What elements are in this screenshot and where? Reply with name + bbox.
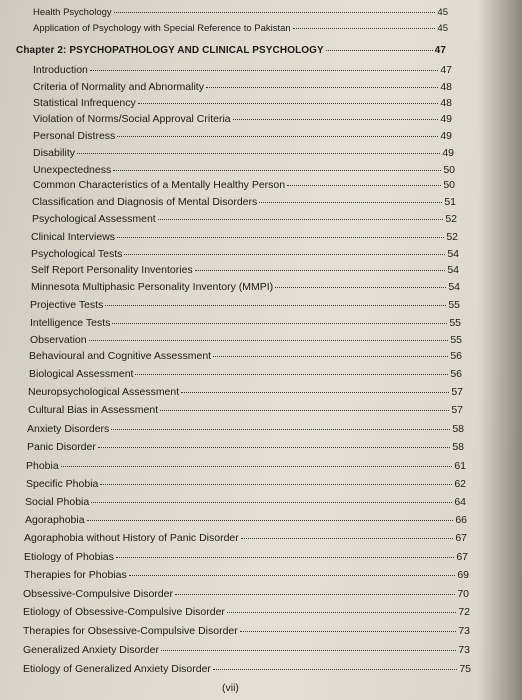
toc-entry — [26, 460, 466, 472]
toc-entry-page: 73 — [458, 625, 470, 637]
dot-leader — [240, 631, 457, 632]
toc-entry-title: Self Report Personality Inventories — [31, 264, 193, 276]
dot-leader — [124, 254, 445, 255]
toc-entry-title: Unexpectedness — [33, 164, 112, 176]
toc-entry-title: Chapter 2: PSYCHOPATHOLOGY AND CLINICAL PSYCHOLOGY — [16, 45, 324, 56]
toc-entry — [29, 368, 462, 380]
dot-leader — [293, 28, 436, 29]
toc-entry-page: 64 — [454, 496, 466, 508]
toc-entry-title: Social Phobia — [25, 496, 90, 508]
toc-entry-title: Violation of Norms/Social Approval Criteria — [33, 113, 231, 125]
toc-entry-page: 52 — [445, 213, 457, 225]
dot-leader — [90, 70, 438, 71]
dot-leader — [206, 87, 438, 88]
toc-entry-page: 73 — [458, 644, 470, 656]
toc-entry-title: Therapies for Phobias — [24, 569, 127, 581]
toc-entry — [30, 317, 461, 329]
page-edge-shadow — [478, 0, 522, 700]
toc-entry — [32, 213, 457, 225]
toc-entry-page: 51 — [444, 196, 456, 208]
dot-leader — [89, 340, 449, 341]
toc-entry-page: 61 — [454, 460, 466, 472]
toc-entry-page: 56 — [450, 350, 462, 362]
toc-entry-title: Health Psychology — [33, 7, 112, 18]
toc-chapter-heading — [16, 45, 446, 56]
toc-entry — [28, 404, 463, 416]
toc-entry — [25, 496, 466, 508]
toc-entry — [30, 334, 462, 346]
toc-entry-title: Neuropsychological Assessment — [28, 386, 180, 398]
dot-leader — [116, 557, 454, 558]
toc-entry-page: 49 — [440, 130, 452, 142]
toc-entry-page: 55 — [448, 299, 460, 311]
dot-leader — [111, 429, 450, 430]
toc-entry-title: Cultural Bias in Assessment — [28, 404, 159, 416]
toc-entry-title: Specific Phobia — [26, 478, 99, 490]
toc-entry — [30, 299, 460, 311]
toc-entry-page: 45 — [437, 23, 448, 34]
dot-leader — [138, 103, 439, 104]
dot-leader — [129, 575, 456, 576]
toc-entry-title: Phobia — [26, 460, 59, 472]
toc-entry-title: Psychological Assessment — [32, 213, 156, 225]
toc-entry-page: 72 — [458, 606, 470, 618]
toc-entry — [27, 441, 464, 453]
dot-leader — [112, 323, 447, 324]
toc-entry-title: Panic Disorder — [27, 441, 96, 453]
toc-entry — [23, 625, 470, 637]
dot-leader — [158, 219, 444, 220]
toc-entry-page: 55 — [449, 317, 461, 329]
dot-leader — [213, 669, 457, 670]
toc-entry — [33, 97, 452, 109]
dot-leader — [91, 502, 452, 503]
dot-leader — [161, 650, 456, 651]
dot-leader — [117, 136, 438, 137]
dot-leader — [160, 410, 449, 411]
toc-entry — [31, 231, 458, 243]
toc-entry-page: 49 — [442, 147, 454, 159]
dot-leader — [113, 170, 441, 171]
toc-entry-page: 48 — [440, 81, 452, 93]
dot-leader — [241, 538, 454, 539]
toc-entry — [33, 23, 448, 34]
page-number-footer: (vii) — [222, 682, 239, 694]
toc-entry-title: Criteria of Normality and Abnormality — [33, 81, 204, 93]
toc-entry — [31, 281, 460, 293]
dot-leader — [287, 185, 441, 186]
toc-entry-page: 67 — [456, 551, 468, 563]
dot-leader — [326, 50, 433, 51]
dot-leader — [105, 305, 446, 306]
toc-entry-page: 57 — [451, 404, 463, 416]
toc-entry — [33, 113, 452, 125]
toc-entry — [31, 264, 459, 276]
toc-entry-page: 50 — [443, 164, 455, 176]
toc-entry — [31, 248, 459, 260]
dot-leader — [213, 356, 448, 357]
toc-entry-title: Projective Tests — [30, 299, 104, 311]
toc-entry-page: 52 — [446, 231, 458, 243]
toc-entry-title: Anxiety Disorders — [27, 423, 110, 435]
dot-leader — [77, 153, 440, 154]
dot-leader — [195, 270, 446, 271]
toc-entry — [28, 386, 463, 398]
toc-entry — [26, 478, 466, 490]
dot-leader — [233, 119, 439, 120]
dot-leader — [259, 202, 442, 203]
dot-leader — [227, 612, 456, 613]
toc-entry-title: Clinical Interviews — [31, 231, 116, 243]
toc-entry-title: Biological Assessment — [29, 368, 134, 380]
toc-entry-title: Etiology of Phobias — [24, 551, 114, 563]
toc-entry — [23, 663, 471, 675]
toc-entry-title: Statistical Infrequency — [33, 97, 136, 109]
toc-entry-page: 55 — [450, 334, 462, 346]
dot-leader — [275, 287, 446, 288]
toc-entry-title: Introduction — [33, 64, 88, 76]
toc-entry — [33, 7, 448, 18]
toc-entry-title: Common Characteristics of a Mentally Healthy Person — [33, 179, 286, 191]
toc-entry-page: 67 — [455, 532, 467, 544]
toc-entry — [29, 350, 462, 362]
toc-entry-page: 54 — [448, 281, 460, 293]
toc-entry — [32, 196, 456, 208]
toc-entry-title: Etiology of Generalized Anxiety Disorder — [23, 663, 211, 675]
toc-entry-page: 56 — [450, 368, 462, 380]
toc-entry-title: Personal Distress — [33, 130, 116, 142]
toc-entry-page: 48 — [440, 97, 452, 109]
toc-entry-title: Obsessive-Compulsive Disorder — [23, 588, 173, 600]
toc-entry-title: Classification and Diagnosis of Mental Disorders — [32, 196, 258, 208]
toc-entry-title: Intelligence Tests — [30, 317, 111, 329]
toc-entry-page: 75 — [459, 663, 471, 675]
toc-entry-page: 62 — [454, 478, 466, 490]
toc-entry-title: Psychological Tests — [31, 248, 123, 260]
toc-entry — [24, 532, 467, 544]
toc-entry — [33, 64, 452, 76]
toc-entry — [27, 423, 464, 435]
toc-entry-title: Generalized Anxiety Disorder — [23, 644, 159, 656]
toc-entry — [23, 588, 469, 600]
dot-leader — [61, 466, 453, 467]
toc-entry — [25, 514, 467, 526]
toc-entry-title: Minnesota Multiphasic Personality Inventory (MMPI) — [31, 281, 274, 293]
toc-entry-page: 70 — [457, 588, 469, 600]
toc-entry-title: Disability — [33, 147, 76, 159]
toc-entry-page: 50 — [443, 179, 455, 191]
toc-entry-page: 66 — [455, 514, 467, 526]
toc-entry — [23, 644, 470, 656]
toc-entry — [33, 147, 454, 159]
dot-leader — [117, 237, 444, 238]
toc-entry-title: Etiology of Obsessive-Compulsive Disorder — [23, 606, 225, 618]
toc-entry-page: 57 — [451, 386, 463, 398]
toc-entry — [33, 179, 455, 191]
toc-entry-page: 47 — [434, 45, 446, 56]
toc-entry-page: 47 — [440, 64, 452, 76]
toc-entry-page: 49 — [440, 113, 452, 125]
dot-leader — [175, 594, 455, 595]
toc-entry-title: Therapies for Obsessive-Compulsive Disorder — [23, 625, 238, 637]
dot-leader — [114, 12, 436, 13]
toc-entry-title: Agoraphobia without History of Panic Disorder — [24, 532, 239, 544]
toc-entry-title: Application of Psychology with Special Reference to Pakistan — [33, 23, 291, 34]
toc-entry — [33, 81, 452, 93]
dot-leader — [87, 520, 454, 521]
toc-entry-page: 54 — [447, 248, 459, 260]
toc-entry-page: 54 — [447, 264, 459, 276]
dot-leader — [181, 392, 449, 393]
toc-entry-page: 69 — [457, 569, 469, 581]
toc-entry-title: Behavioural and Cognitive Assessment — [29, 350, 212, 362]
dot-leader — [100, 484, 452, 485]
toc-entry — [33, 130, 452, 142]
toc-entry-page: 58 — [452, 441, 464, 453]
toc-entry — [24, 551, 468, 563]
toc-entry-title: Observation — [30, 334, 87, 346]
toc-entry-title: Agoraphobia — [25, 514, 85, 526]
dot-leader — [135, 374, 448, 375]
dot-leader — [98, 447, 450, 448]
toc-entry — [24, 569, 469, 581]
toc-entry — [33, 164, 455, 176]
toc-entry-page: 58 — [452, 423, 464, 435]
toc-entry-page: 45 — [437, 7, 448, 18]
toc-entry — [23, 606, 470, 618]
